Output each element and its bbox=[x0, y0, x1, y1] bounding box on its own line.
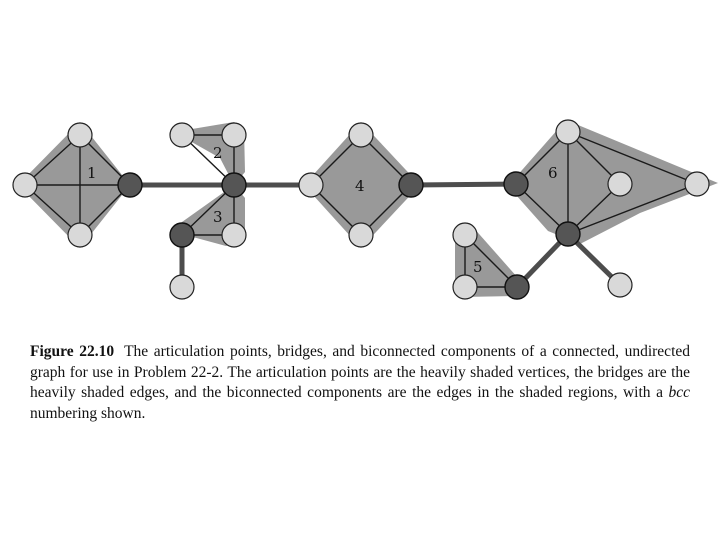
vertex bbox=[453, 275, 477, 299]
vertex bbox=[608, 172, 632, 196]
region-label-3: 3 bbox=[213, 208, 223, 226]
region-label-2: 2 bbox=[213, 144, 223, 162]
vertex bbox=[222, 223, 246, 247]
vertex bbox=[685, 172, 709, 196]
articulation-point bbox=[222, 173, 246, 197]
vertex bbox=[453, 223, 477, 247]
region-label-1: 1 bbox=[87, 164, 97, 182]
vertex bbox=[349, 123, 373, 147]
region-label-4: 4 bbox=[355, 177, 365, 195]
articulation-point bbox=[170, 223, 194, 247]
figure-number: Figure 22.10 bbox=[30, 343, 115, 360]
vertex bbox=[68, 123, 92, 147]
region-label-5: 5 bbox=[473, 258, 483, 276]
vertex bbox=[349, 223, 373, 247]
articulation-point bbox=[505, 275, 529, 299]
shaded-regions bbox=[18, 120, 718, 297]
articulation-point bbox=[556, 222, 580, 246]
articulation-point bbox=[399, 173, 423, 197]
vertex bbox=[608, 273, 632, 297]
vertex bbox=[170, 123, 194, 147]
region-label-6: 6 bbox=[548, 164, 558, 182]
vertex bbox=[170, 275, 194, 299]
caption-text: The articulation points, bridges, and biconnected components of a connected, undirected graph for use in Problem 22-2. The articulation points are the heavily shaded vertices, the bridges are the heavily shaded edges, and the biconnected components are the edges in the shaded regions, with a bbox=[30, 343, 690, 401]
articulation-point bbox=[504, 172, 528, 196]
vertex bbox=[68, 223, 92, 247]
vertex bbox=[222, 123, 246, 147]
articulation-point bbox=[118, 173, 142, 197]
figure-caption bbox=[30, 342, 690, 424]
bridge-edge bbox=[411, 184, 516, 185]
vertex bbox=[299, 173, 323, 197]
vertex bbox=[556, 120, 580, 144]
caption-text-end: numbering shown. bbox=[30, 404, 146, 422]
caption-emphasis: bcc bbox=[668, 384, 690, 401]
vertex bbox=[13, 173, 37, 197]
